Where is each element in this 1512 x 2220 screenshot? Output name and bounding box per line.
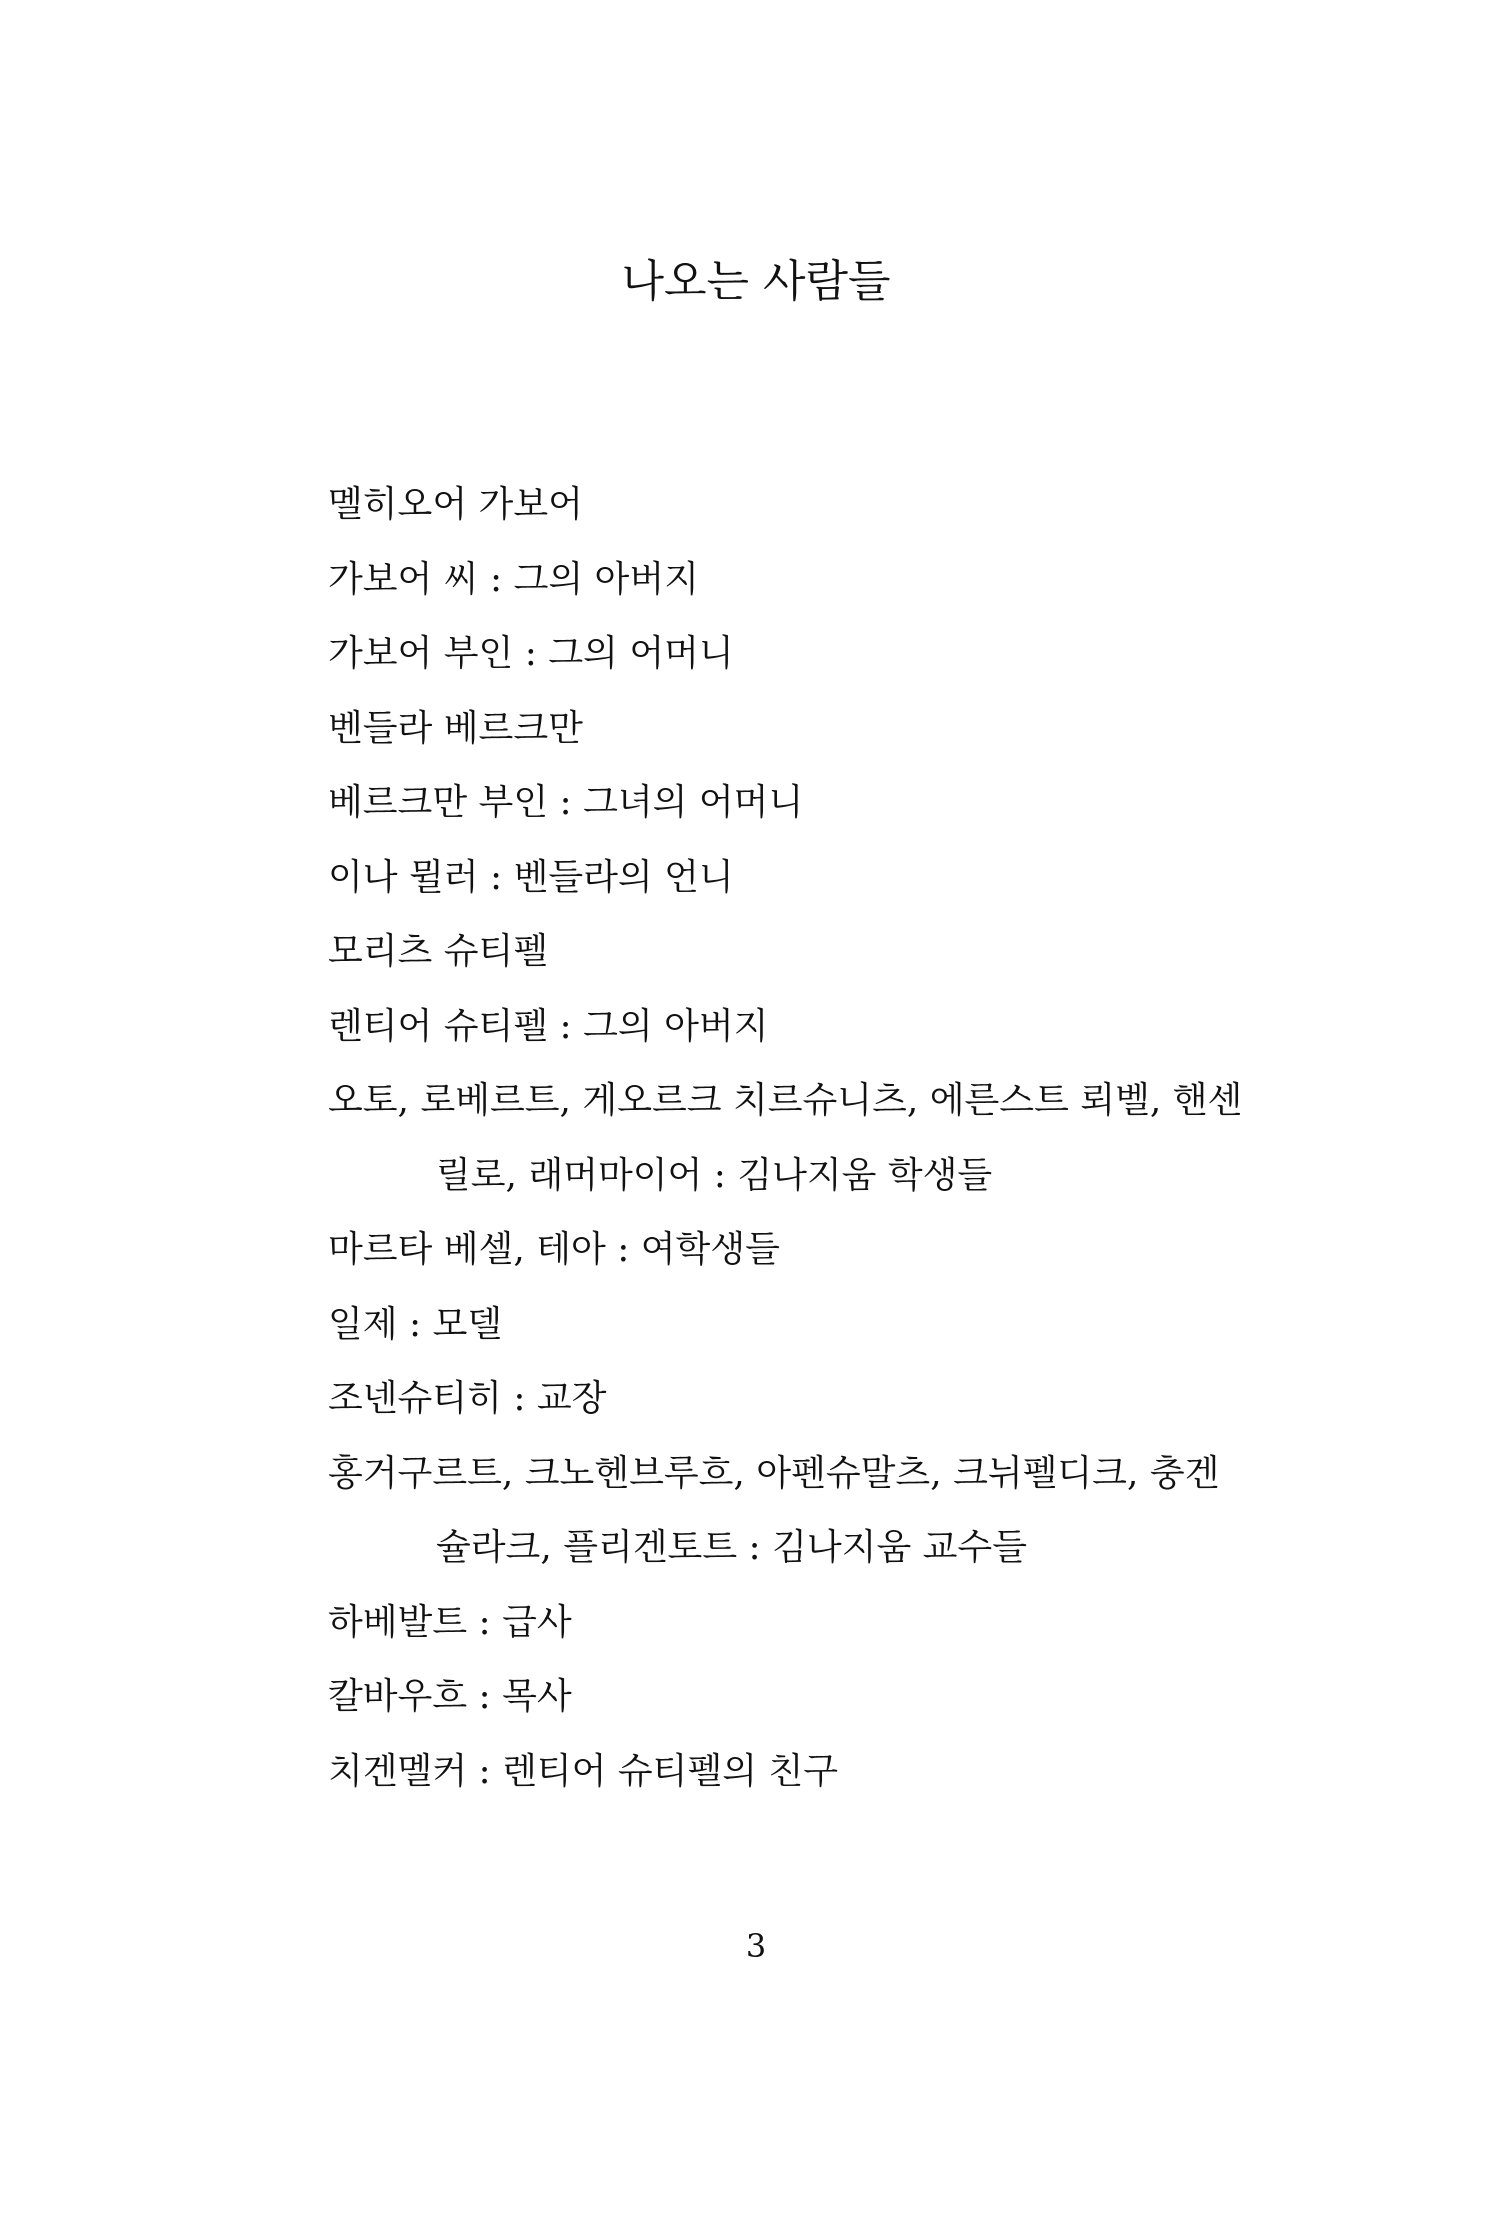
cast-entry-students-line-2: 릴로, 래머마이어 : 김나지움 학생들 xyxy=(436,1154,993,1196)
cast-list xyxy=(328,468,1328,1809)
page-number: 3 xyxy=(745,1927,767,1965)
cast-entry-kahlbauch: 칼바우흐 : 목사 xyxy=(328,1676,572,1717)
cast-entry-professors-line-2: 슐라크, 플리겐토트 : 김나지움 교수들 xyxy=(436,1527,1027,1568)
cast-entry-ilse: 일제 : 모델 xyxy=(328,1303,503,1345)
cast-entry-melchior: 멜히오어 가보어 xyxy=(328,484,583,525)
cast-entry-schoolgirls: 마르타 베셀, 테아 : 여학생들 xyxy=(328,1229,780,1270)
cast-entry-moritz: 모리츠 슈티펠 xyxy=(328,931,549,972)
cast-entry-herr-gabor: 가보어 씨 : 그의 아버지 xyxy=(328,558,699,600)
cast-entry-habebald: 하베발트 : 급사 xyxy=(328,1601,572,1643)
page-title: 나오는 사람들 xyxy=(621,256,891,307)
cast-entry-ina-mueller: 이나 뮐러 : 벤들라의 언니 xyxy=(328,856,734,898)
cast-entry-professors-line-1: 홍거구르트, 크노헨브루흐, 아펜슈말츠, 크뉘펠디크, 충겐 xyxy=(328,1452,1220,1494)
cast-entry-frau-gabor: 가보어 부인 : 그의 어머니 xyxy=(328,633,734,674)
cast-entry-wendla: 벤들라 베르크만 xyxy=(328,707,583,749)
cast-entry-frau-bergmann: 베르크만 부인 : 그녀의 어머니 xyxy=(328,782,804,823)
cast-entry-students-line-1: 오토, 로베르트, 게오르크 치르슈니츠, 에른스트 뢰벨, 핸센 xyxy=(328,1080,1243,1121)
cast-entry-ziegenmelker: 치겐멜커 : 렌티어 슈티펠의 친구 xyxy=(328,1750,838,1792)
cast-entry-rentier-stiefel: 렌티어 슈티펠 : 그의 아버지 xyxy=(328,1005,769,1047)
cast-entry-sonnenstich: 조넨슈티히 : 교장 xyxy=(328,1378,607,1419)
